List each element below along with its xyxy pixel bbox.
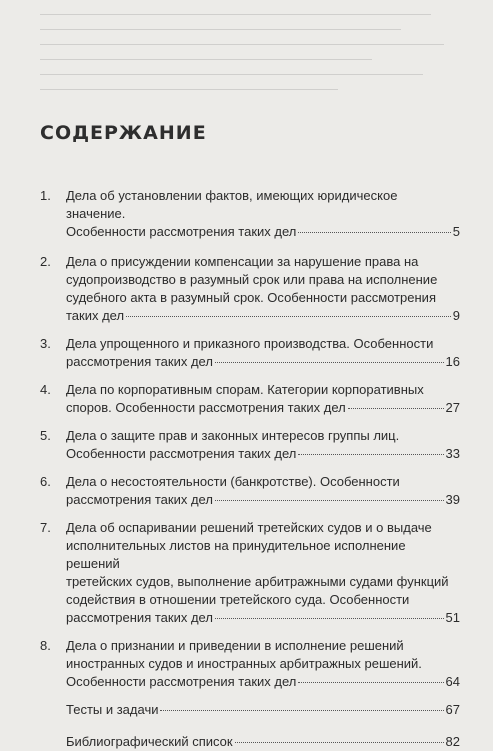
toc-page-number: 16 (445, 354, 460, 369)
toc-entry-last-line (66, 353, 460, 371)
toc-entry-last-line (66, 399, 460, 417)
toc-entry[interactable] (40, 519, 460, 627)
toc-entry-text: споров. Особенности рассмотрения таких дел (66, 400, 346, 415)
toc-entry-line: Дела об оспаривании решений третейских судов и о выдаче (66, 520, 432, 535)
toc-entry-text: рассмотрения таких дел (66, 492, 213, 507)
toc-entry[interactable] (40, 473, 460, 509)
toc-entry-text: Особенности рассмотрения таких дел (66, 446, 297, 461)
toc-entry-text: Особенности рассмотрения таких дел (66, 224, 297, 239)
toc-entry-number: 5. (40, 428, 51, 443)
toc-entry-number: 1. (40, 188, 51, 203)
toc-entry-line: содействия в отношении третейского суда. Особенности (66, 592, 410, 607)
toc-entry-line: судопроизводство в разумный срок или права на исполнение (66, 272, 438, 287)
toc-entry[interactable] (40, 733, 460, 751)
toc-entry-last-line (66, 701, 460, 719)
dot-leader (348, 408, 444, 409)
toc-entry-number: 4. (40, 382, 51, 397)
toc-entry-line: Дела об установлении фактов, имеющих юридическое значение. (66, 188, 398, 221)
toc-entry-body (66, 733, 460, 751)
toc-entry-line: иностранных судов и иностранных арбитражных решений. (66, 656, 422, 671)
toc-entry-last-line (66, 733, 460, 751)
table-of-contents (40, 187, 460, 751)
toc-entry[interactable] (40, 701, 460, 719)
toc-entry-number (40, 701, 66, 719)
toc-entry-line: Дела о несостоятельности (банкротстве). Особенности (66, 474, 400, 489)
toc-entry-body (66, 187, 460, 241)
toc-entry-last-line (66, 609, 460, 627)
toc-entry-line: судебного акта в разумный срок. Особенности рассмотрения (66, 290, 436, 305)
toc-page-number: 82 (445, 734, 460, 749)
toc-entry-last-line (66, 223, 460, 241)
toc-entry[interactable] (40, 637, 460, 691)
toc-entry-text: Библиографический список (66, 734, 233, 749)
toc-entry-last-line (66, 307, 460, 325)
page-title: СОДЕРЖАНИЕ (40, 122, 207, 144)
toc-entry-number: 2. (40, 254, 51, 269)
dot-leader (215, 500, 444, 501)
toc-entry-line: Дела о признании и приведении в исполнение решений (66, 638, 404, 653)
toc-page-number: 67 (445, 702, 460, 717)
toc-entry-last-line (66, 673, 460, 691)
toc-entry-line: Дела о присуждении компенсации за нарушение права на (66, 254, 419, 269)
toc-page-number: 27 (445, 400, 460, 415)
toc-entry-text: Особенности рассмотрения таких дел (66, 674, 297, 689)
toc-page-number: 51 (445, 610, 460, 625)
toc-entry-number: 6. (40, 474, 51, 489)
toc-entry-body (66, 381, 460, 417)
toc-entry[interactable] (40, 335, 460, 371)
toc-entry[interactable] (40, 427, 460, 463)
toc-entry[interactable] (40, 187, 460, 241)
toc-entry-body (66, 473, 460, 509)
dot-leader (215, 618, 444, 619)
toc-entry-line: Дела о защите прав и законных интересов группы лиц. (66, 428, 400, 443)
toc-page-number: 5 (452, 224, 460, 239)
dot-leader (126, 316, 451, 317)
toc-entry-last-line (66, 445, 460, 463)
toc-entry-body (66, 637, 460, 691)
dot-leader (235, 742, 444, 743)
dot-leader (298, 232, 450, 233)
toc-entry-body (66, 427, 460, 463)
toc-entry-number: 8. (40, 638, 51, 653)
toc-entry-text: рассмотрения таких дел (66, 354, 213, 369)
toc-entry-body (66, 519, 460, 627)
toc-page-number: 39 (445, 492, 460, 507)
toc-entry-line: Дела по корпоративным спорам. Категории корпоративных (66, 382, 424, 397)
toc-page-number: 64 (445, 674, 460, 689)
toc-entry-body (66, 253, 460, 325)
toc-page-number: 33 (445, 446, 460, 461)
toc-entry[interactable] (40, 381, 460, 417)
toc-entry-line: исполнительных листов на принудительное исполнение решений (66, 538, 406, 571)
toc-entry-number (40, 733, 66, 751)
toc-entry[interactable] (40, 253, 460, 325)
toc-entry-last-line (66, 491, 460, 509)
toc-entry-body (66, 335, 460, 371)
toc-entry-body (66, 701, 460, 719)
toc-entry-text: таких дел (66, 308, 125, 323)
dot-leader (215, 362, 444, 363)
toc-entry-line: Дела упрощенного и приказного производства. Особенности (66, 336, 434, 351)
dot-leader (298, 454, 443, 455)
dot-leader (298, 682, 443, 683)
toc-entry-line: третейских судов, выполнение арбитражными судами функций (66, 574, 449, 589)
toc-entry-number: 7. (40, 520, 51, 535)
toc-entry-text: рассмотрения таких дел (66, 610, 213, 625)
toc-entry-number: 3. (40, 336, 51, 351)
dot-leader (160, 710, 443, 711)
bleed-through-text (40, 0, 465, 110)
toc-page-number: 9 (452, 308, 460, 323)
toc-entry-text: Тесты и задачи (66, 702, 159, 717)
